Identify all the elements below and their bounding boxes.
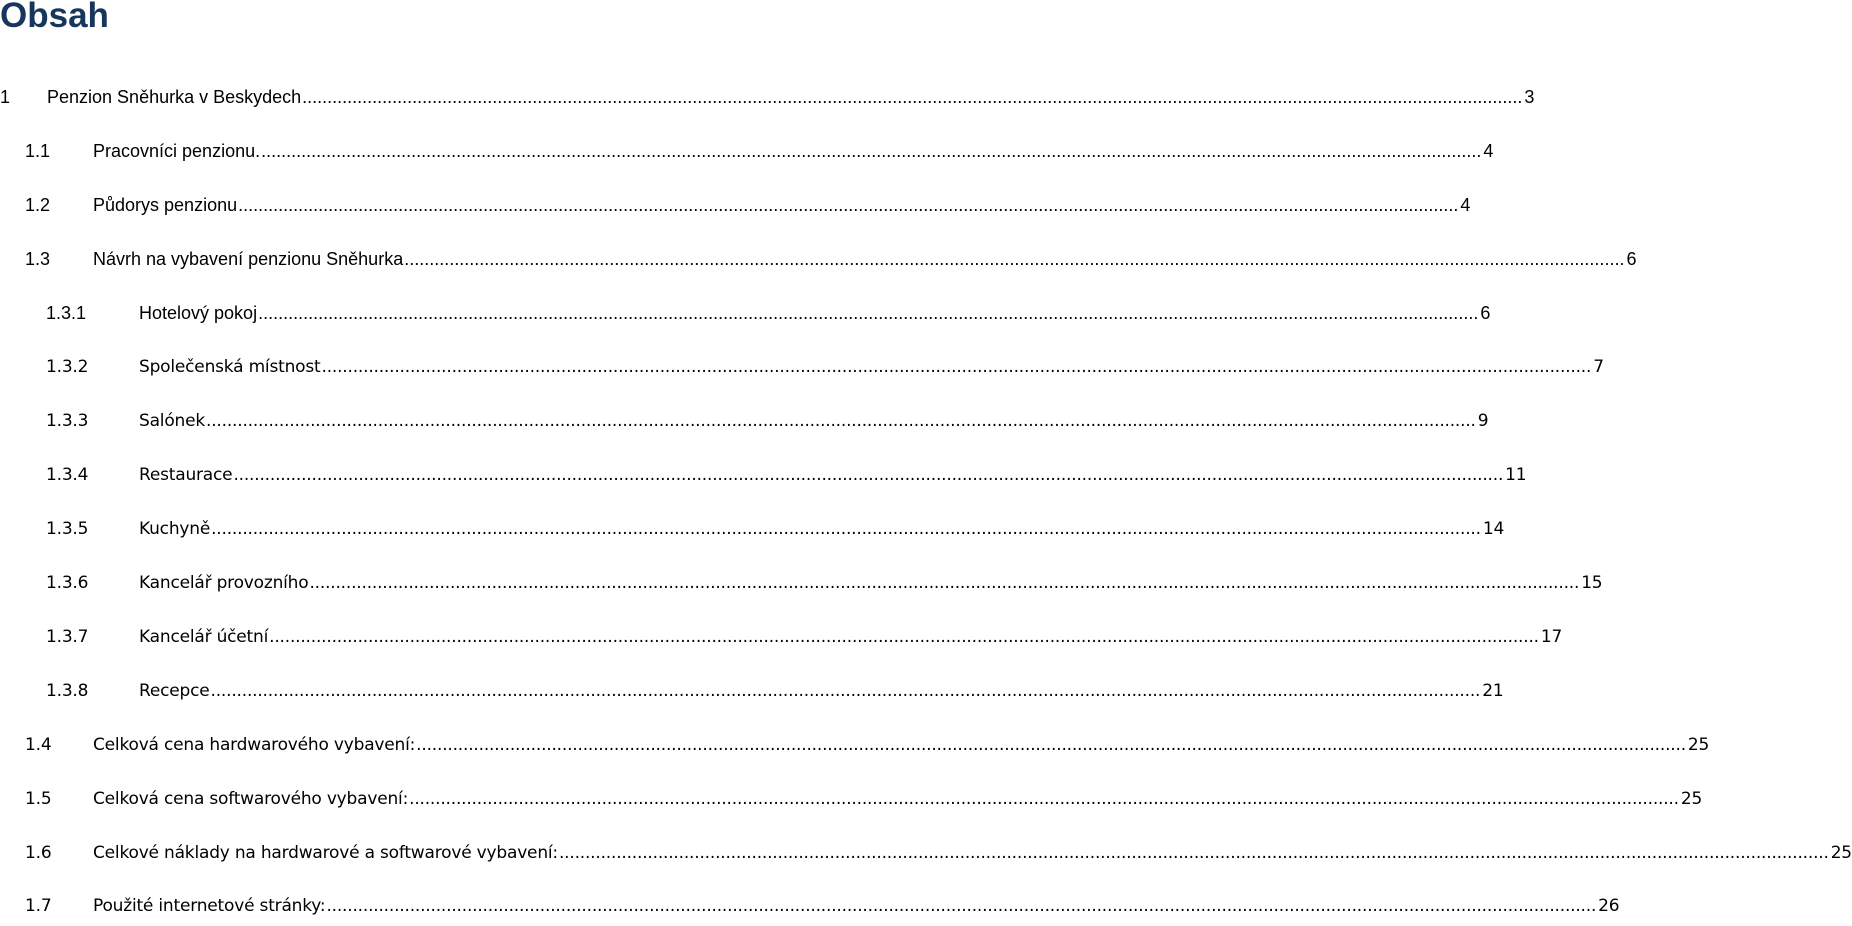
toc-entry-page: 14: [1482, 519, 1505, 539]
toc-entry-number: 1.6: [25, 843, 52, 863]
toc-entry-title: Kuchyně: [139, 519, 211, 539]
toc-leader-dots: [233, 465, 1503, 485]
toc-entry[interactable]: [0, 87, 1535, 117]
toc-entry[interactable]: [0, 141, 1494, 171]
toc-entry-page: 7: [1593, 357, 1604, 377]
toc-entry[interactable]: [0, 195, 1471, 225]
toc-leader-dots: [211, 519, 1481, 539]
toc-entry-number: 1.3.6: [46, 573, 89, 593]
toc-entry-number: 1.1: [25, 141, 51, 161]
toc-entry-page: 26: [1598, 896, 1620, 916]
toc-entry-page: 6: [1626, 249, 1637, 269]
toc-entry[interactable]: [0, 519, 1505, 549]
toc-entry[interactable]: [0, 303, 1491, 333]
toc-entry-page: 25: [1680, 789, 1703, 809]
toc-entry-number: 1: [0, 87, 11, 107]
toc-entry-title: Hotelový pokoj: [139, 303, 258, 323]
toc-entry-page: 4: [1460, 195, 1471, 215]
toc-entry[interactable]: [0, 411, 1489, 441]
toc-entry-number: 1.2: [25, 195, 51, 215]
toc-entry-title: Návrh na vybavení penzionu Sněhurka: [93, 249, 404, 269]
toc-leader-dots: [238, 195, 1458, 216]
toc-entry-number: 1.3.3: [46, 411, 89, 431]
toc-entry-title: Recepce: [139, 681, 210, 701]
toc-entry-title: Kancelář provozního: [139, 573, 309, 593]
toc-entry-page: 15: [1581, 573, 1603, 593]
toc-leader-dots: [211, 681, 1481, 701]
toc-entry[interactable]: [0, 627, 1563, 657]
toc-entry-number: 1.3.8: [46, 681, 89, 701]
toc-entry-page: 11: [1505, 465, 1527, 485]
toc-entry-page: 25: [1687, 735, 1710, 755]
toc-entry-page: 4: [1483, 141, 1494, 161]
toc-entry-number: 1.3.5: [46, 519, 89, 539]
toc-entry-number: 1.7: [25, 896, 52, 916]
toc-entry[interactable]: [0, 249, 1637, 279]
toc-entry-page: 9: [1477, 411, 1489, 431]
toc-leader-dots: [321, 357, 1591, 377]
toc-leader-dots: [409, 789, 1679, 809]
toc-leader-dots: [559, 843, 1829, 863]
toc-entry[interactable]: [0, 843, 1852, 873]
toc-entry-number: 1.3.7: [46, 627, 89, 647]
toc-entry-number: 1.5: [25, 789, 52, 809]
toc-entry-page: 25: [1830, 843, 1852, 863]
toc-entry[interactable]: [0, 896, 1620, 926]
toc-entry-title: Použité internetové stránky:: [93, 896, 326, 916]
toc-entry[interactable]: [0, 573, 1603, 603]
toc-entry-title: Půdorys penzionu: [93, 195, 238, 215]
toc-entry-number: 1.4: [25, 735, 52, 755]
toc-entry[interactable]: [0, 789, 1703, 819]
toc-entry[interactable]: [0, 357, 1604, 387]
toc-entry[interactable]: [0, 735, 1710, 765]
toc-leader-dots: [416, 735, 1686, 755]
toc-entry-title: Kancelář účetní: [139, 627, 269, 647]
toc-leader-dots: [269, 627, 1539, 647]
toc-entry-page: 17: [1540, 627, 1563, 647]
toc-leader-dots: [302, 87, 1522, 108]
toc-entry-title: Celková cena hardwarového vybavení:: [93, 735, 416, 755]
toc-entry-title: Společenská místnost: [139, 357, 321, 377]
toc-entry-number: 1.3.4: [46, 465, 89, 485]
toc-leader-dots: [206, 411, 1476, 431]
toc-entry[interactable]: [0, 465, 1527, 495]
toc-leader-dots: [326, 896, 1596, 916]
toc-entry[interactable]: [0, 681, 1504, 711]
toc-entry-title: Celkové náklady na hardwarové a softwarové vybavení:: [93, 843, 558, 863]
toc-entry-page: 3: [1524, 87, 1535, 107]
toc-entry-title: Salónek: [139, 411, 206, 431]
toc-entry-page: 6: [1480, 303, 1491, 323]
toc-leader-dots: [258, 303, 1478, 324]
toc-entry-number: 1.3.2: [46, 357, 89, 377]
toc-heading: Obsah: [0, 0, 109, 35]
toc-entry-number: 1.3.1: [46, 303, 87, 323]
toc-leader-dots: [309, 573, 1579, 593]
toc-leader-dots: [261, 141, 1481, 162]
toc-entry-page: 21: [1482, 681, 1504, 701]
toc-leader-dots: [404, 249, 1624, 270]
toc-entry-number: 1.3: [25, 249, 51, 269]
toc-entry-title: Pracovníci penzionu.: [93, 141, 261, 161]
toc-entry-title: Celková cena softwarového vybavení:: [93, 789, 409, 809]
toc-entry-title: Penzion Sněhurka v Beskydech: [47, 87, 302, 107]
toc-entry-title: Restaurace: [139, 465, 233, 485]
